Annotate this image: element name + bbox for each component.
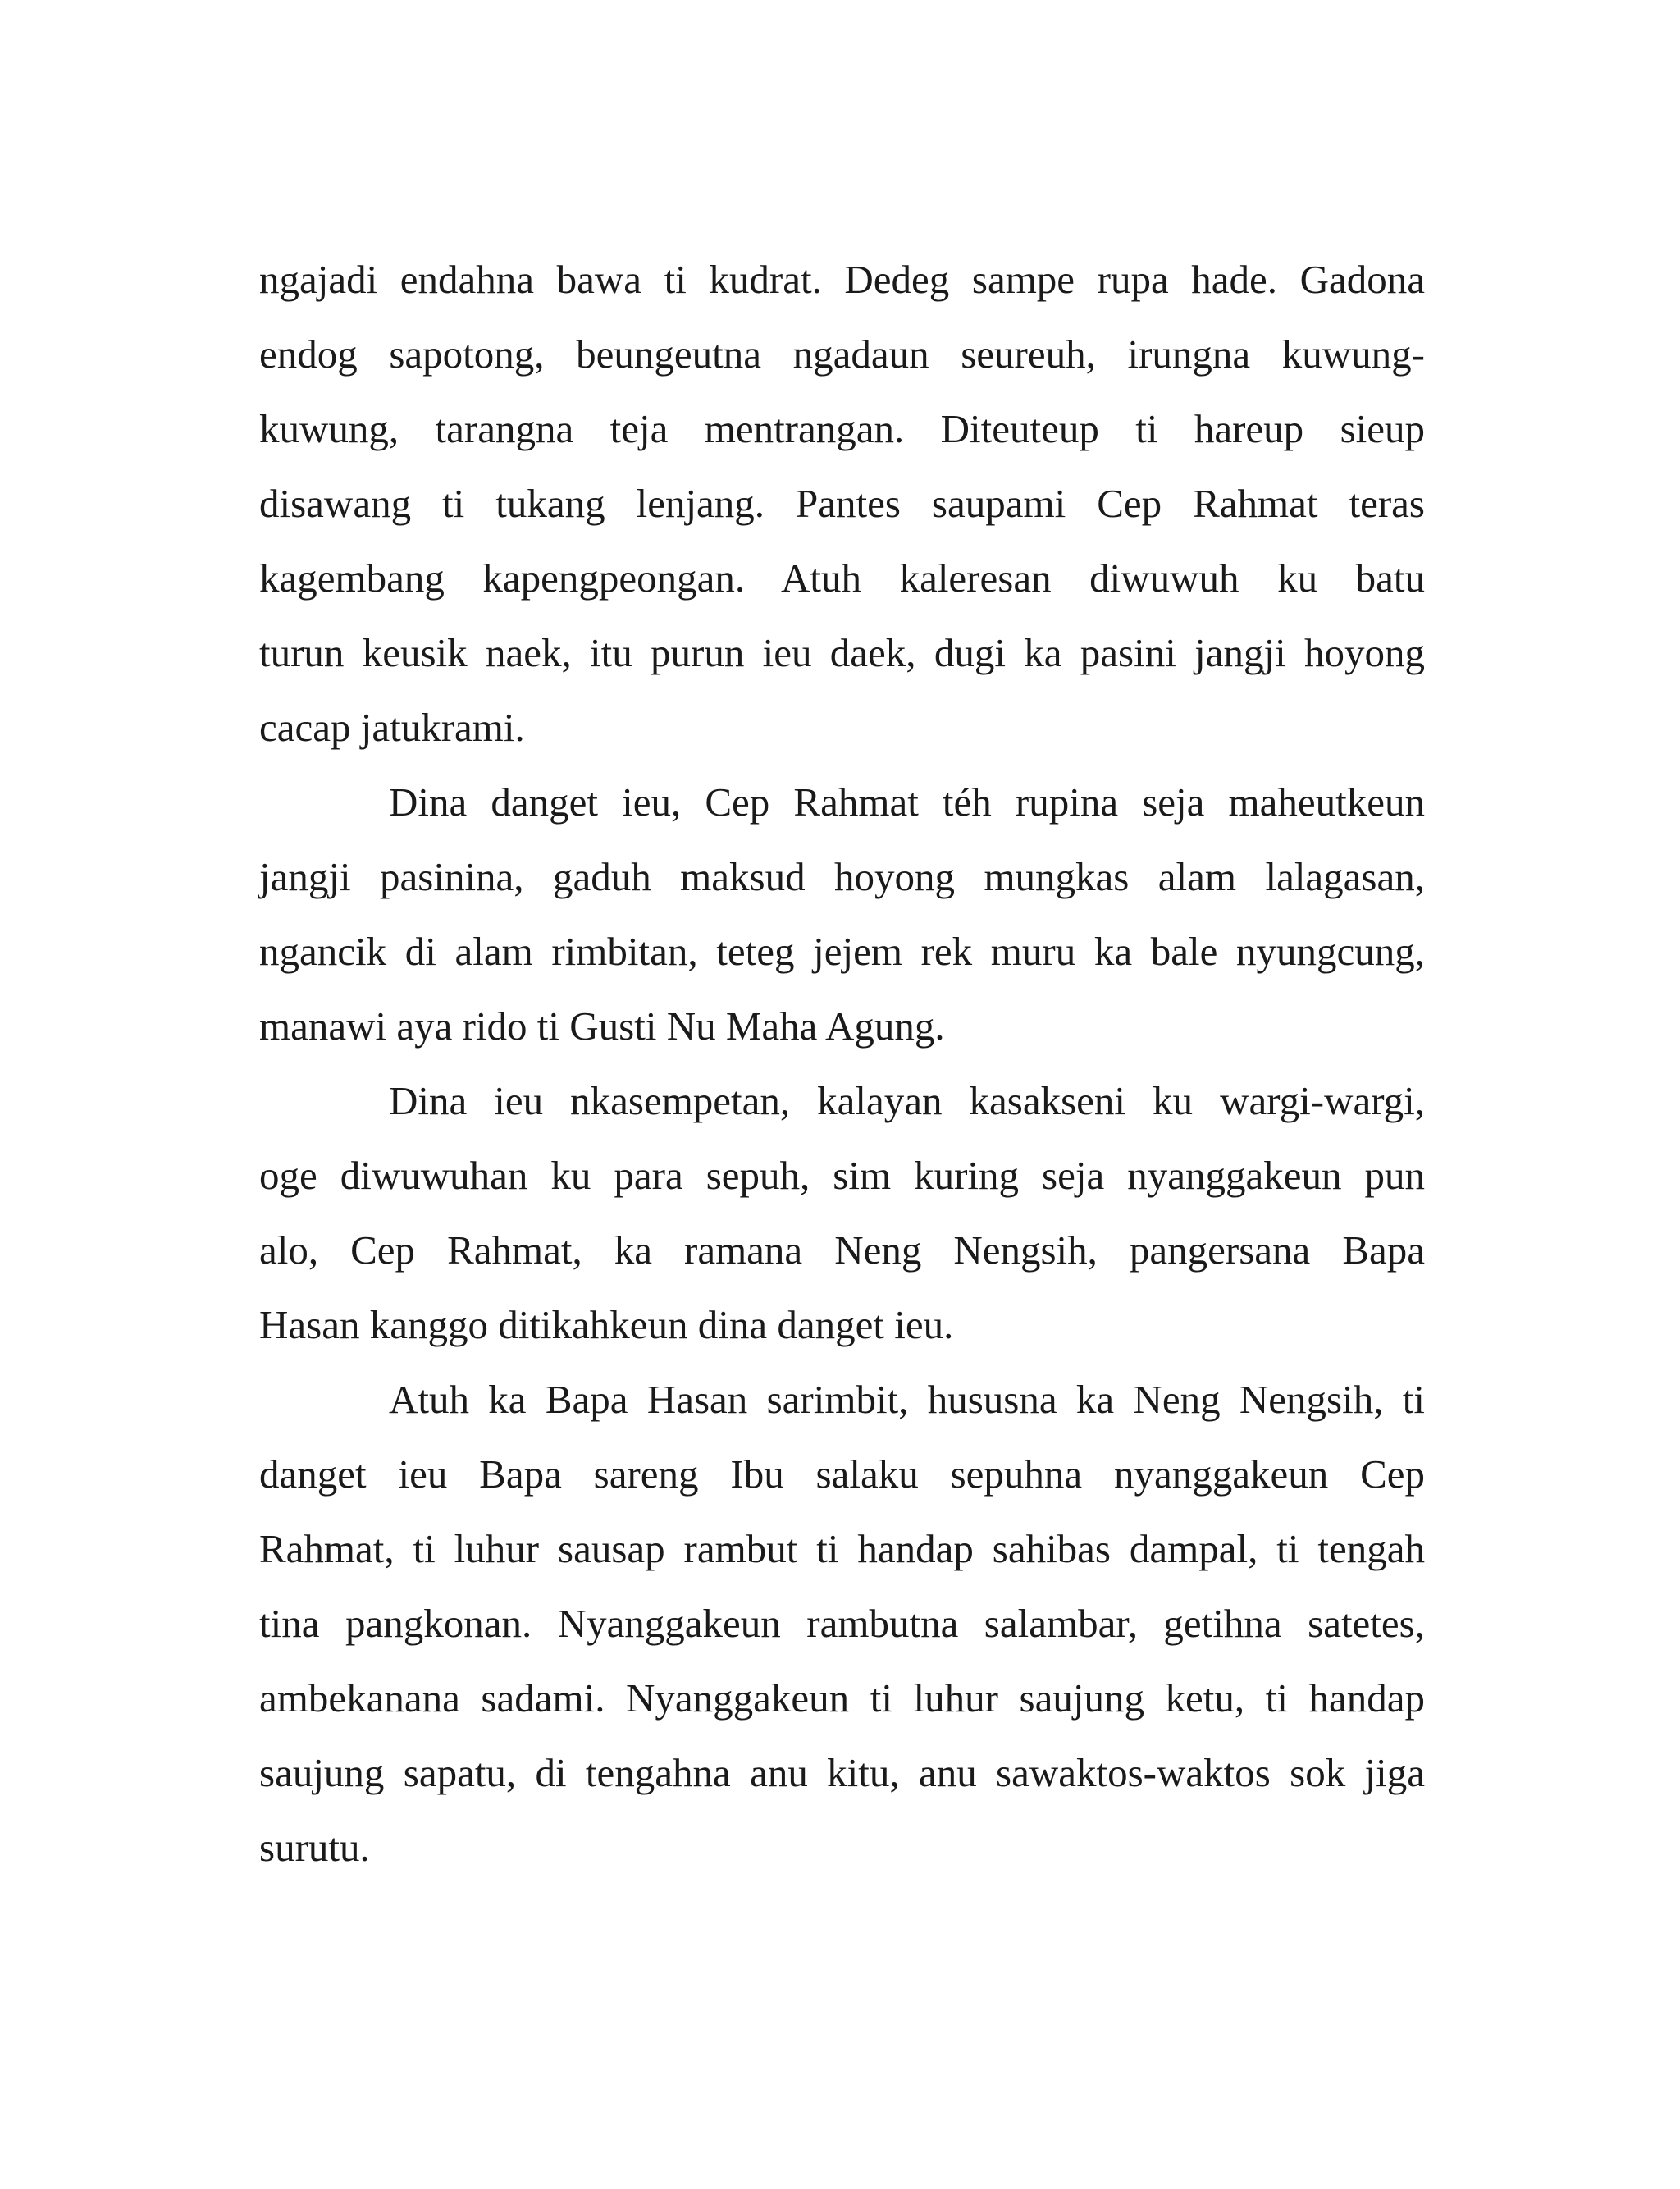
paragraph-2 xyxy=(259,779,1425,1078)
text-line: ngancik di alam rimbitan, teteg jejem rek muru ka bale nyungcung, xyxy=(259,929,1425,974)
paragraph-3 xyxy=(259,1078,1425,1377)
text-line: danget ieu Bapa sareng Ibu salaku sepuhna nyanggakeun Cep xyxy=(259,1451,1425,1497)
text-line: saujung sapatu, di tengahna anu kitu, anu sawaktos-waktos sok jiga xyxy=(259,1750,1425,1795)
text-line: oge diwuwuhan ku para sepuh, sim kuring seja nyanggakeun pun xyxy=(259,1153,1425,1198)
text-line: Dina danget ieu, Cep Rahmat téh rupina seja maheutkeun xyxy=(389,779,1425,825)
body-text xyxy=(259,257,1425,1899)
text-line: ngajadi endahna bawa ti kudrat. Dedeg sampe rupa hade. Gadona xyxy=(259,257,1425,302)
text-line: endog sapotong, beungeutna ngadaun seureuh, irungna kuwung- xyxy=(259,331,1425,377)
text-line: Atuh ka Bapa Hasan sarimbit, hususna ka Neng Nengsih, ti xyxy=(389,1377,1425,1422)
text-line: alo, Cep Rahmat, ka ramana Neng Nengsih, pangersana Bapa xyxy=(259,1227,1425,1273)
text-line: Dina ieu nkasempetan, kalayan kasakseni ku wargi-wargi, xyxy=(389,1078,1425,1123)
text-line: kagembang kapengpeongan. Atuh kaleresan diwuwuh ku batu xyxy=(259,555,1425,601)
text-line: surutu. xyxy=(259,1825,370,1870)
text-line: kuwung, tarangna teja mentrangan. Diteuteup ti hareup sieup xyxy=(259,406,1425,451)
paragraph-4 xyxy=(259,1377,1425,1899)
text-line: jangji pasinina, gaduh maksud hoyong mungkas alam lalagasan, xyxy=(259,854,1425,899)
text-line: ambekanana sadami. Nyanggakeun ti luhur saujung ketu, ti handap xyxy=(259,1675,1425,1721)
text-line: disawang ti tukang lenjang. Pantes saupami Cep Rahmat teras xyxy=(259,481,1425,526)
text-line: manawi aya rido ti Gusti Nu Maha Agung. xyxy=(259,1003,945,1049)
text-line: Hasan kanggo ditikahkeun dina danget ieu. xyxy=(259,1302,954,1347)
text-line: turun keusik naek, itu purun ieu daek, dugi ka pasini jangji hoyong xyxy=(259,630,1425,675)
text-line: cacap jatukrami. xyxy=(259,705,525,750)
paragraph-1 xyxy=(259,257,1425,779)
text-line: Rahmat, ti luhur sausap rambut ti handap sahibas dampal, ti tengah xyxy=(259,1526,1425,1571)
text-line: tina pangkonan. Nyanggakeun rambutna salambar, getihna satetes, xyxy=(259,1601,1425,1646)
